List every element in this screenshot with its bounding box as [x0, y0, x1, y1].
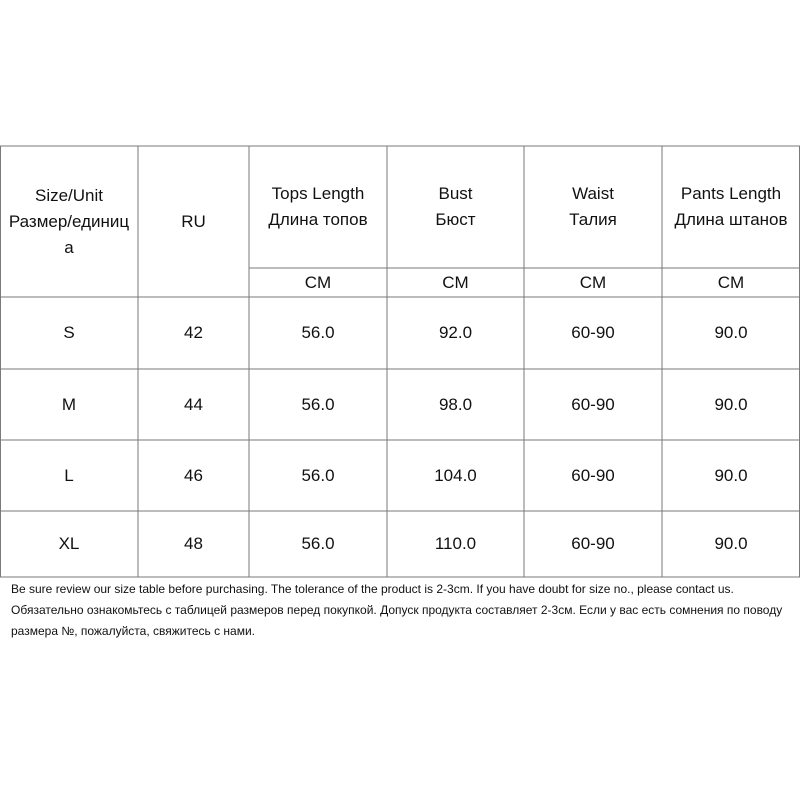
cell-bust: 92.0: [438, 323, 473, 342]
header-pants-length: [662, 146, 800, 268]
cell-pants-length: 90.0: [714, 465, 748, 485]
cell-tops-length: 56.0: [301, 534, 335, 553]
note-russian-line1: Обязательно ознакомьтесь с таблицей размеров перед покупкой. Допуск продукта составляет 2-3см. Если у вас есть сомнения по поводу: [11, 603, 783, 617]
cell-size: M: [61, 394, 77, 414]
cell-bust: 110.0: [434, 534, 477, 553]
cell-size: S: [63, 323, 75, 342]
cell-bust: 98.0: [438, 394, 473, 414]
unit-pants-length: CM: [717, 272, 745, 292]
header-pants-length-ru: Длина штанов: [674, 210, 788, 229]
header-waist-en: Waist: [572, 184, 614, 203]
cell-waist: 60-90: [571, 465, 615, 485]
header-tops-length-ru: Длина топов: [268, 210, 368, 229]
note-english: Be sure review our size table before purchasing. The tolerance of the product is 2-3cm. If you have doubt for size no., please contact us.: [11, 582, 734, 596]
cell-pants-length: 90.0: [714, 534, 748, 553]
cell-ru: 48: [184, 534, 203, 553]
cell-tops-length: 56.0: [301, 323, 335, 342]
header-bust-en: Bust: [438, 184, 473, 203]
unit-tops-length: CM: [304, 272, 332, 292]
header-pants-length-en: Pants Length: [680, 184, 782, 203]
cell-waist: 60-90: [571, 323, 615, 342]
cell-pants-length: 90.0: [714, 323, 748, 342]
header-ru: [138, 146, 249, 297]
header-waist-ru: Талия: [569, 210, 617, 229]
cell-ru: 42: [184, 323, 203, 342]
cell-waist: 60-90: [571, 394, 615, 414]
header-waist: [524, 146, 662, 268]
header-ru-label: RU: [181, 211, 206, 231]
header-size-unit-ru: Размер/единиц: [8, 211, 130, 231]
header-tops-length-en: Tops Length: [271, 184, 365, 203]
cell-bust: 104.0: [434, 465, 477, 485]
header-size-unit-en: Size/Unit: [34, 185, 104, 205]
cell-size: XL: [58, 534, 80, 553]
header-bust: [387, 146, 524, 268]
unit-bust: CM: [442, 272, 469, 292]
header-size-unit: [0, 146, 138, 297]
header-tops-length: [249, 146, 387, 268]
cell-tops-length: 56.0: [301, 465, 335, 485]
unit-waist: CM: [579, 272, 607, 292]
cell-ru: 46: [184, 465, 203, 485]
note-russian-line2: размера №, пожалуйста, свяжитесь с нами.: [11, 624, 256, 638]
cell-waist: 60-90: [571, 534, 615, 553]
cell-pants-length: 90.0: [714, 394, 748, 414]
cell-size: L: [64, 465, 74, 485]
cell-ru: 44: [184, 394, 203, 414]
header-bust-ru: Бюст: [435, 210, 476, 229]
header-size-unit-ru-tail: а: [64, 237, 74, 257]
cell-tops-length: 56.0: [301, 394, 335, 414]
